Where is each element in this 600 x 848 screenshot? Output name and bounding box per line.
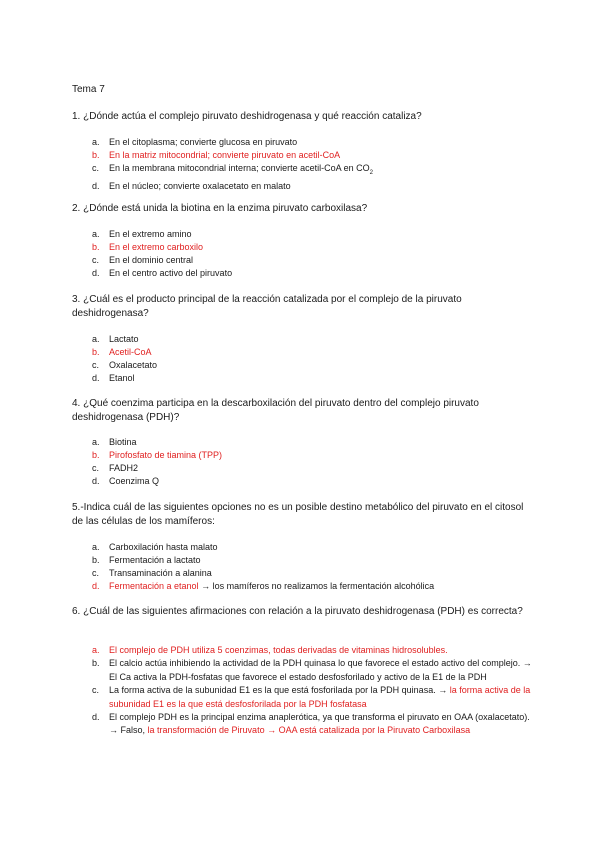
option-1c: [92, 162, 532, 180]
question-5: 5.-Indica cuál de las siguientes opciones no es un posible destino metabólico del piruvato en el citosol de las células de los mamíferos:: [72, 502, 524, 527]
option-6d: [92, 711, 532, 738]
option-letter: d.: [92, 712, 100, 723]
options-2: [92, 228, 532, 280]
option-letter: a.: [92, 542, 100, 552]
option-text: Carboxilación hasta malato: [109, 542, 218, 552]
page-title: Tema 7: [72, 84, 105, 95]
option-4c: [92, 462, 532, 475]
option-text: En la membrana mitocondrial interna; convierte acetil-CoA en CO: [109, 163, 370, 173]
option-letter: a.: [92, 437, 100, 447]
option-6b: [92, 657, 532, 684]
option-4d: [92, 475, 532, 488]
option-3a: [92, 333, 532, 346]
option-note: la forma activa de la subunidad E1 es la que está desfosforilada por la PDH fosfatasa: [109, 685, 531, 709]
option-3b-correct: [92, 346, 532, 359]
option-note: la transformación de Piruvato → OAA está catalizada por la Piruvato Carboxilasa: [147, 725, 471, 736]
option-1a: [92, 136, 532, 149]
option-text: Etanol: [109, 373, 135, 383]
option-5b: [92, 554, 532, 567]
option-5c: [92, 567, 532, 580]
option-text: Lactato: [109, 334, 139, 344]
options-1: [92, 136, 532, 193]
question-3: 3. ¿Cuál es el producto principal de la reacción catalizada por el complejo de la piruvato deshidrogenasa?: [72, 294, 462, 319]
option-text: Pirofosfato de tiamina (TPP): [109, 450, 223, 460]
option-letter: d.: [92, 476, 100, 486]
option-letter: c.: [92, 255, 100, 265]
option-text: Coenzima Q: [109, 476, 160, 486]
option-letter: b.: [92, 347, 100, 357]
option-letter: c.: [92, 685, 100, 696]
option-2d: [92, 267, 532, 280]
option-text: El complejo PDH es la principal enzima anaplerótica, ya que transforma el piruvato en OAA (oxalacetato). → Falso,: [109, 712, 530, 736]
option-text: El complejo de PDH utiliza 5 coenzimas, todas derivadas de vitaminas hidrosolubles.: [109, 645, 448, 655]
option-4a: [92, 436, 532, 449]
option-text: El calcio actúa inhibiendo la actividad de la PDH quinasa lo que favorece el estado activo del complejo. → El Ca activa la PDH-fosfatas que favorece el estado desfosforilado y activo de la E1 de la PDH: [109, 658, 532, 682]
option-letter: b.: [92, 450, 100, 460]
option-text: En el citoplasma; convierte glucosa en piruvato: [109, 137, 298, 147]
option-4b-correct: [92, 449, 532, 462]
option-3c: [92, 359, 532, 372]
options-4: [92, 436, 532, 488]
question-1: 1. ¿Dónde actúa el complejo piruvato deshidrogenasa y qué reacción cataliza?: [72, 111, 422, 122]
option-letter: d.: [92, 373, 100, 383]
question-2: 2. ¿Dónde está unida la biotina en la enzima piruvato carboxilasa?: [72, 203, 368, 214]
option-1d: [92, 180, 532, 193]
option-text: En el centro activo del piruvato: [109, 268, 233, 278]
option-letter: a.: [92, 645, 100, 655]
option-letter: a.: [92, 229, 100, 239]
option-letter: c.: [92, 360, 100, 370]
option-text: Fermentación a etanol: [109, 581, 199, 591]
option-text: FADH2: [109, 463, 139, 473]
option-text: Transaminación a alanina: [109, 568, 212, 578]
question-4: 4. ¿Qué coenzima participa en la descarboxilación del piruvato dentro del complejo piruvato deshidrogenasa (PDH)?: [72, 398, 479, 423]
option-letter: c.: [92, 568, 100, 578]
option-note: → los mamíferos no realizamos la fermentación alcohólica: [198, 581, 435, 591]
subscript: 2: [369, 169, 373, 176]
option-text: Biotina: [109, 437, 137, 447]
option-text: Acetil-CoA: [109, 347, 152, 357]
option-letter: b.: [92, 242, 100, 252]
options-5: [92, 541, 532, 593]
option-letter: b.: [92, 658, 100, 669]
option-5d-correct: [92, 580, 532, 593]
question-6: 6. ¿Cuál de las siguientes afirmaciones con relación a la piruvato deshidrogenasa (PDH) es correcta?: [72, 606, 523, 617]
option-3d: [92, 372, 532, 385]
option-text: En el núcleo; convierte oxalacetato en malato: [109, 180, 291, 191]
option-6a-correct: [92, 644, 532, 657]
option-letter: a.: [92, 334, 100, 344]
option-letter: b.: [92, 150, 100, 160]
option-letter: c.: [92, 163, 100, 173]
option-5a: [92, 541, 532, 554]
option-letter: d.: [92, 180, 100, 191]
option-6c: [92, 684, 532, 711]
option-2b-correct: [92, 241, 532, 254]
option-text: En el extremo carboxilo: [109, 242, 204, 252]
option-letter: a.: [92, 137, 100, 147]
option-text: En la matriz mitocondrial; convierte piruvato en acetil-CoA: [109, 150, 341, 160]
option-text: Oxalacetato: [109, 360, 158, 370]
option-text: La forma activa de la subunidad E1 es la que está fosforilada por la PDH quinasa. →: [109, 685, 450, 696]
options-3: [92, 333, 532, 385]
option-letter: b.: [92, 555, 100, 565]
option-text: En el dominio central: [109, 255, 194, 265]
option-text: En el extremo amino: [109, 229, 192, 239]
option-letter: d.: [92, 268, 100, 278]
option-1b-correct: [92, 149, 532, 162]
option-letter: c.: [92, 463, 100, 473]
option-letter: d.: [92, 581, 100, 591]
option-text: Fermentación a lactato: [109, 555, 201, 565]
option-2a: [92, 228, 532, 241]
options-6: [92, 644, 532, 738]
option-2c: [92, 254, 532, 267]
